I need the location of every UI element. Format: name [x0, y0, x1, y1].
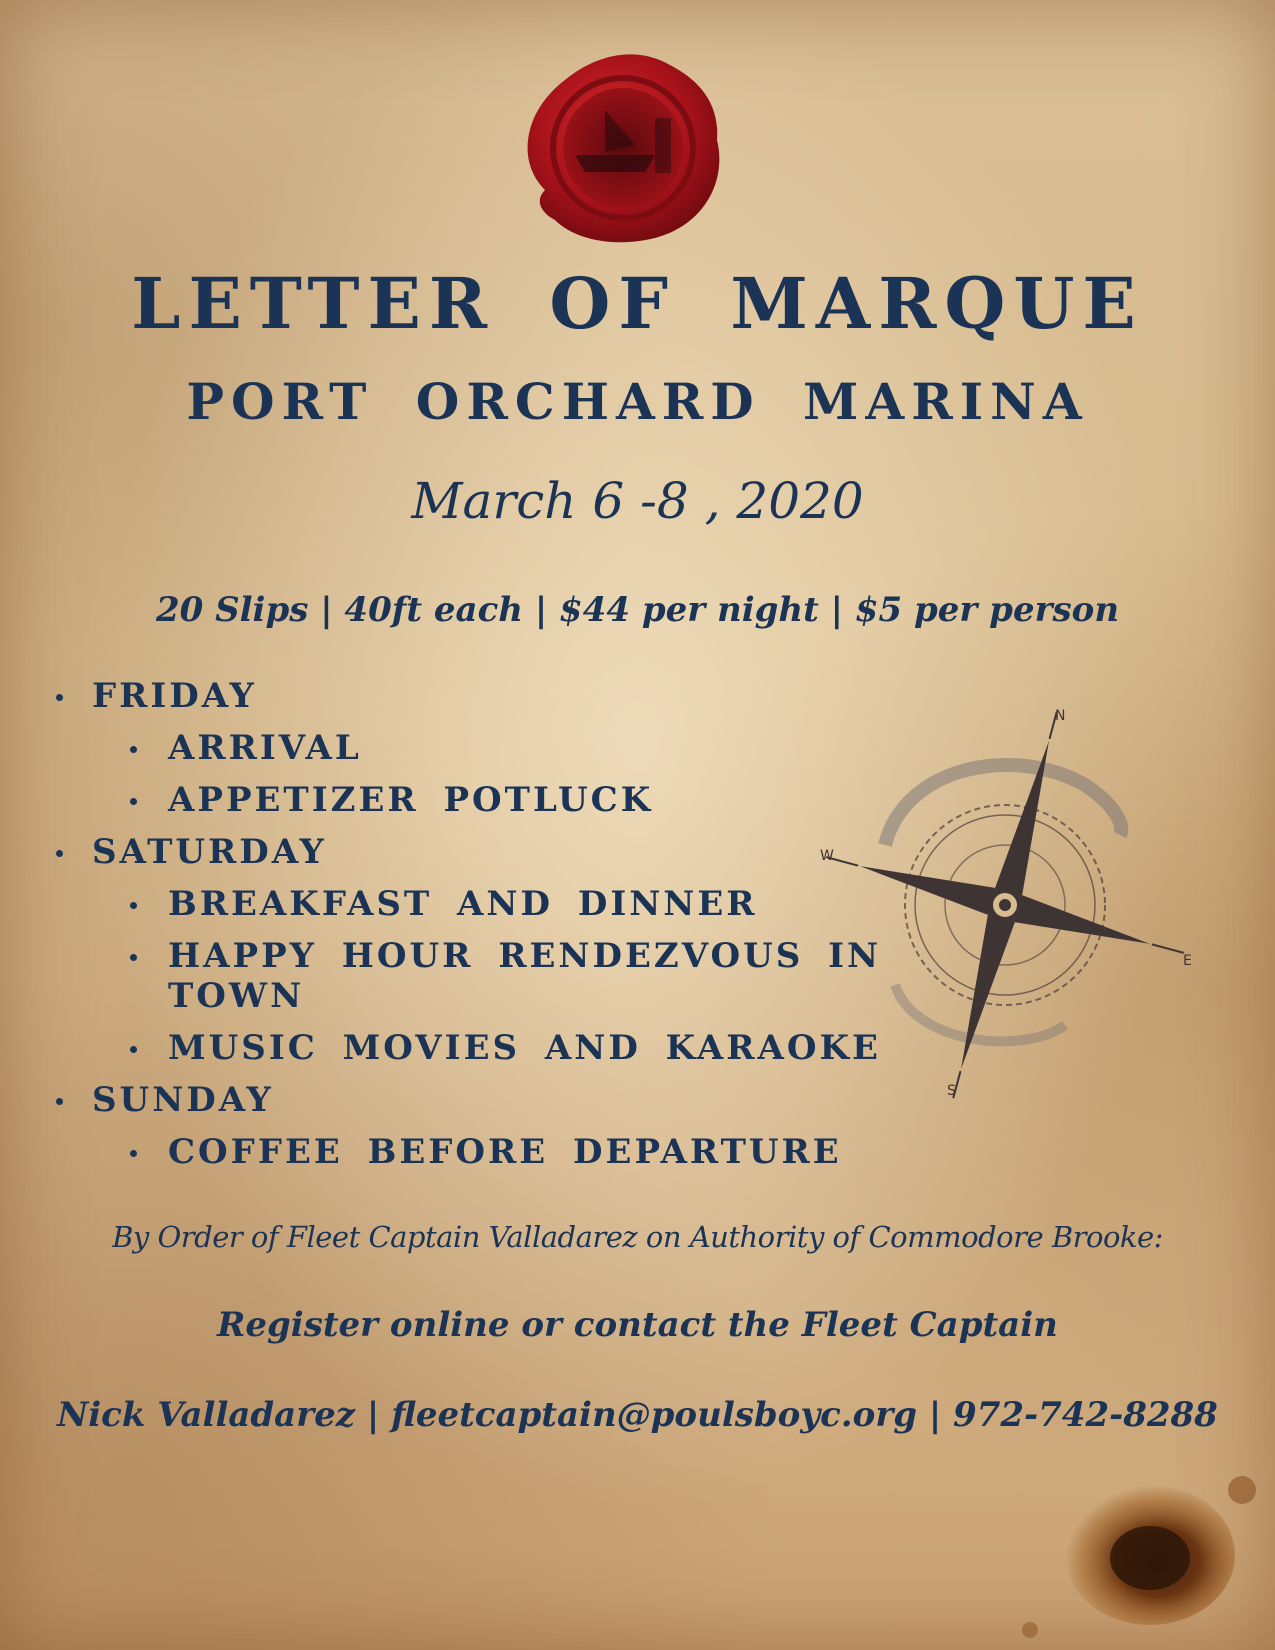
bullet-icon [56, 1098, 63, 1105]
page-subtitle: PORT ORCHARD MARINA [186, 372, 1089, 431]
bullet-icon [130, 902, 137, 909]
compass-rose-icon [790, 690, 1230, 1110]
list-item [50, 826, 908, 878]
coffee-stain-icon [1010, 1440, 1275, 1650]
order-statement: By Order of Fleet Captain Valladarez on Authority of Commodore Brooke: [112, 1220, 1163, 1254]
list-item [50, 878, 908, 930]
list-item [50, 774, 908, 826]
list-item [50, 930, 908, 1022]
list-item [50, 1022, 908, 1074]
bullet-icon [130, 1150, 137, 1157]
list-item [50, 1126, 908, 1178]
list-item [50, 722, 908, 774]
compass-e-label: E [1183, 953, 1192, 969]
activity-label: BREAKFAST AND DINNER [168, 884, 758, 924]
wax-seal-icon [505, 40, 735, 250]
day-label: SATURDAY [92, 832, 327, 872]
day-label: SUNDAY [92, 1080, 274, 1120]
event-details: 20 Slips | 40ft each | $44 per night | $5 per person [155, 590, 1120, 630]
bullet-icon [56, 694, 63, 701]
bullet-icon [130, 1046, 137, 1053]
compass-s-label: S [947, 1083, 956, 1099]
bullet-icon [130, 746, 137, 753]
bullet-icon [130, 954, 137, 961]
day-label: FRIDAY [92, 676, 257, 716]
activity-label: ARRIVAL [168, 728, 362, 768]
list-item [50, 1074, 908, 1126]
activity-label: MUSIC MOVIES AND KARAOKE [168, 1028, 881, 1068]
activity-label: HAPPY HOUR RENDEZVOUS IN TOWN [168, 936, 882, 1016]
bullet-icon [130, 798, 137, 805]
schedule-list [50, 670, 908, 1178]
activity-label: COFFEE BEFORE DEPARTURE [168, 1132, 842, 1172]
event-date: March 6 -8 , 2020 [411, 472, 864, 530]
activity-label: APPETIZER POTLUCK [168, 780, 654, 820]
bullet-icon [56, 850, 63, 857]
contact-line: Nick Valladarez | fleetcaptain@poulsboyc.org | 972-742-8288 [57, 1395, 1218, 1435]
compass-n-label: N [1055, 708, 1066, 724]
list-item [50, 670, 908, 722]
register-note: Register online or contact the Fleet Captain [217, 1305, 1058, 1345]
page-title: LETTER OF MARQUE [131, 262, 1144, 345]
compass-w-label: W [820, 848, 834, 864]
